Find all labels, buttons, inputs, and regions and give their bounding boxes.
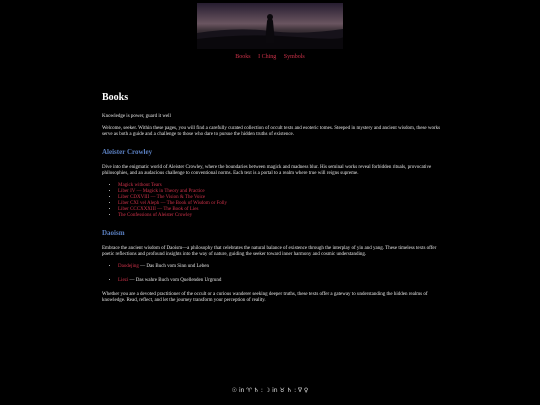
section-description-crowley: Dive into the enigmatic world of Aleister Crowley, where the boundaries between magick and madness blur. His seminal works reveal forbidden rituals, provocative philosophies, and an audacious challenge to conventional norms. Each text is a portal to a realm where true will reigns supreme. [102,165,432,176]
footer-astrological-symbols: ☉ in ♈︎ ♄ : ☽ in ♉︎ ♄ : ∇ ♀ [231,387,309,394]
list-item [118,264,442,270]
page-title: Books [102,92,129,103]
intro-paragraph: Welcome, seeker. Within these pages, you will find a carefully curated collection of occult texts and esoteric tomes. Steeped in mystery and ancient wisdom, these works serve as both a guide and a challenge to those who dare to pursue the hidden truths of existence. [102,126,441,137]
nav-link-symbols[interactable]: Symbols [283,54,305,60]
book-link[interactable]: Liber CXI vel Aleph — The Book of Wisdom or Folly [118,201,228,206]
main-nav [0,53,540,61]
book-link[interactable]: Daodejing [118,264,139,269]
book-list-crowley [102,183,442,219]
book-link[interactable]: Liber CDXVIII — The Vision & The Voice [118,195,206,200]
page-tagline: Knowledge is power, guard it well [102,114,171,119]
list-item [118,278,442,284]
book-link[interactable]: Liber IV — Magick in Theory and Practice [118,189,205,194]
header-banner-image [197,3,343,49]
book-link[interactable]: Magick without Tears [118,183,162,188]
nav-link-books[interactable]: Books [235,54,251,60]
nav-link-i-ching[interactable]: I Ching [258,54,277,60]
closing-paragraph: Whether you are a devoted practitioner of the occult or a curious wanderer seeking deeper truths, these texts offer a gateway to understanding the hidden realms of knowledge. Read, reflect, and let the journey transform your perception of reality. [102,292,428,303]
section-daoism [102,229,442,284]
book-subtitle: — Das wahre Buch vom Quellenden Urgrund [128,278,222,283]
book-link[interactable]: Liber CCCXXXIII — The Book of Lies [118,207,199,212]
book-list-daoism [102,264,442,284]
main-content [102,92,442,310]
section-heading-crowley: Aleister Crowley [102,148,153,156]
list-item [118,213,442,219]
section-description-daoism: Embrace the ancient wisdom of Daoism—a philosophy that celebrates the natural balance of existence through the interplay of yin and yang. These timeless texts offer poetic reflections and profound insights into the way of nature, guiding the seeker toward inner harmony and cosmic understanding. [102,246,437,257]
book-subtitle: — Das Buch vom Sinn und Leben [138,264,209,269]
section-heading-daoism: Daoism [102,229,125,237]
section-aleister-crowley [102,148,442,219]
book-link[interactable]: Liezi [118,278,129,283]
book-link[interactable]: The Confessions of Aleister Crowley [118,213,193,218]
